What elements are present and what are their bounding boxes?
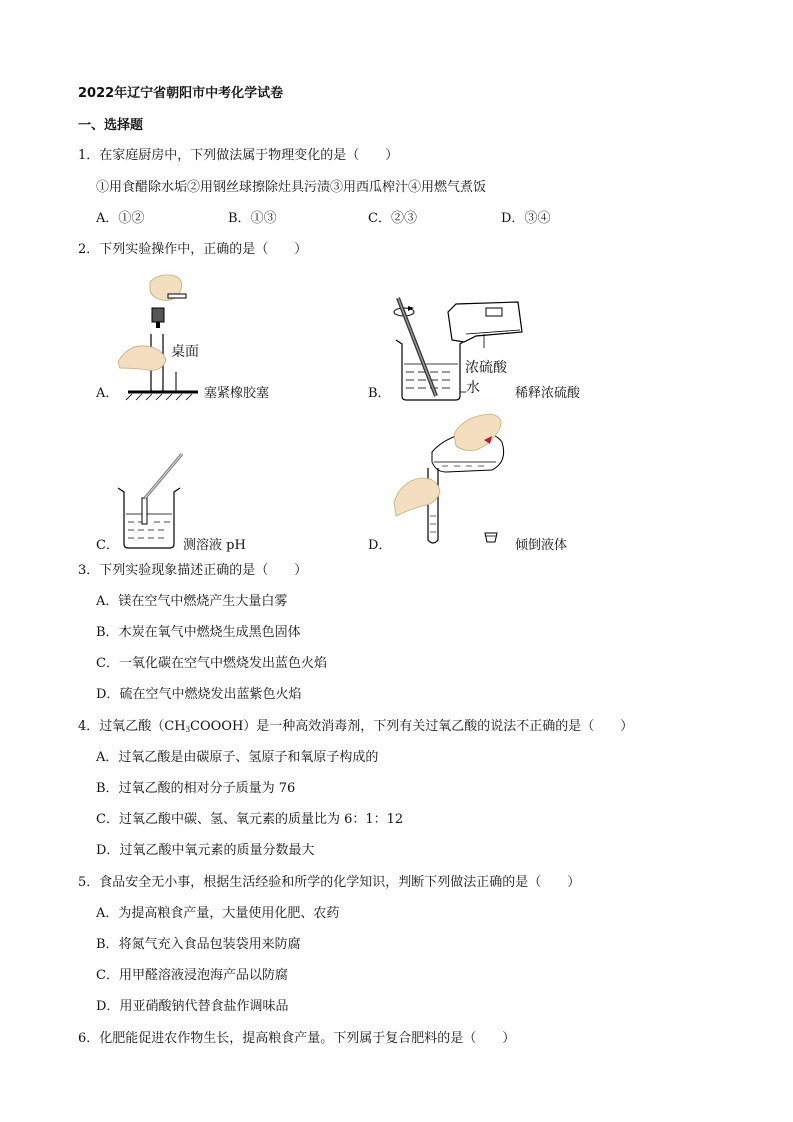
question-number: 6． <box>78 1031 100 1046</box>
table-surface-label: 桌面 <box>171 344 199 360</box>
option-d-key: D． <box>368 538 392 553</box>
ph-test-figure <box>116 452 186 552</box>
option-b: B．木炭在氧气中燃烧生成黑色固体 <box>96 625 301 640</box>
conc-acid-label: 浓硫酸 <box>465 360 507 376</box>
question-stem: 食品安全无小事，根据生活经验和所学的化学知识，判断下列做法正确的是（ ） <box>99 875 581 890</box>
option-b: B．①③ <box>228 211 277 226</box>
option-d-caption: 倾倒液体 <box>515 538 568 553</box>
option-a: A．过氧乙酸是由碳原子、氢原子和氧原子构成的 <box>96 750 379 765</box>
option-b: B．将氮气充入食品包装袋用来防腐 <box>96 937 301 952</box>
option-a: A．①② <box>96 211 145 226</box>
option-b-key: B． <box>368 386 391 401</box>
question-number: 1． <box>78 148 100 163</box>
option-d: D．用亚硝酸钠代替食盐作调味品 <box>96 999 289 1014</box>
option-c: C．②③ <box>368 211 417 226</box>
question-number: 3． <box>78 563 100 578</box>
option-a: A．镁在空气中燃烧产生大量白雾 <box>96 594 288 609</box>
question-1 <box>78 148 398 164</box>
question-number: 2． <box>78 242 100 257</box>
question-stem: 在家庭厨房中，下列做法属于物理变化的是（ ） <box>99 148 399 163</box>
question-stem: 下列实验操作中，正确的是（ ） <box>99 242 308 257</box>
question-number: 4． <box>78 719 100 734</box>
option-c-caption: 测溶液 pH <box>183 538 246 553</box>
option-a: A．为提高粮食产量，大量使用化肥、农药 <box>96 906 340 921</box>
option-d: D．③④ <box>501 211 551 226</box>
option-b-caption: 稀释浓硫酸 <box>515 386 581 401</box>
option-a-caption: 塞紧橡胶塞 <box>204 386 270 401</box>
dilute-acid-figure <box>388 292 528 402</box>
section-heading: 一、选择题 <box>78 118 144 133</box>
option-a-key: A． <box>96 386 119 401</box>
question-5 <box>78 875 580 891</box>
question-1-context: ①用食醋除水垢②用钢丝球擦除灶具污渍③用西瓜榨汁④用燃气煮饭 <box>96 180 487 195</box>
option-c: C．一氧化碳在空气中燃烧发出蓝色火焰 <box>96 656 327 671</box>
option-c-key: C． <box>96 538 119 553</box>
option-d: D．过氧乙酸中氧元素的质量分数最大 <box>96 843 315 858</box>
question-2 <box>78 242 307 258</box>
option-c: C．用甲醛溶液浸泡海产品以防腐 <box>96 968 288 983</box>
question-stem: 下列实验现象描述正确的是（ ） <box>99 563 308 578</box>
water-label: 水 <box>466 380 480 396</box>
document-title: 2022年辽宁省朝阳市中考化学试卷 <box>78 86 284 101</box>
question-6 <box>78 1031 515 1047</box>
pour-liquid-figure <box>392 412 512 547</box>
option-d: D．硫在空气中燃烧发出蓝紫色火焰 <box>96 687 302 702</box>
question-3 <box>78 563 307 579</box>
bottle-stopper-icon <box>483 530 499 546</box>
question-4: 4．过氧乙酸$(CH_3COOOH)$是一种高效消毒剂，下列有关过氧乙酸的说法不正确的是（ ） <box>78 719 634 734</box>
question-number: 5． <box>78 875 100 890</box>
option-b: B．过氧乙酸的相对分子质量为 76 <box>96 781 296 796</box>
option-c: C．过氧乙酸中碳、氢、氧元素的质量比为 6：1：12 <box>96 812 404 827</box>
question-stem: 化肥能促进农作物生长，提高粮食产量。下列属于复合肥料的是（ ） <box>99 1031 516 1046</box>
